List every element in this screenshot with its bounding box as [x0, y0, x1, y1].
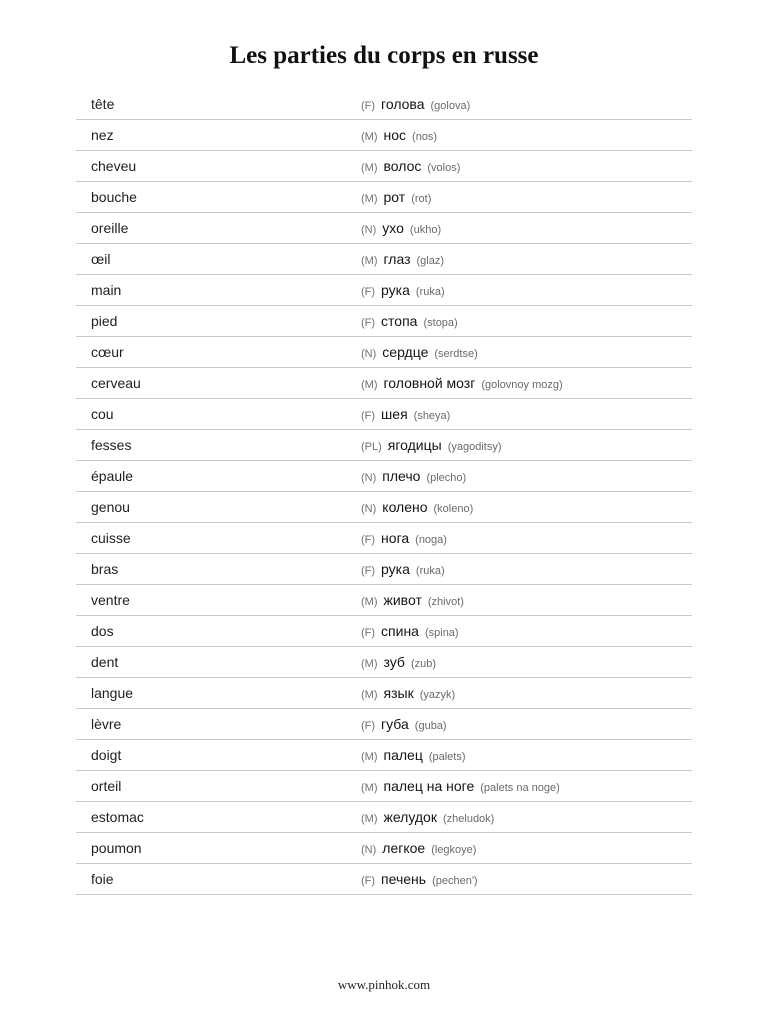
vocab-row — [76, 585, 692, 616]
gender-tag: (M) — [361, 255, 378, 267]
russian-word: палец на ноге — [383, 778, 475, 794]
transliteration: (rot) — [411, 193, 432, 205]
french-word: cerveau — [91, 375, 141, 391]
french-word: foie — [91, 871, 114, 887]
transliteration: (spina) — [424, 627, 459, 639]
transliteration: (zub) — [410, 658, 436, 670]
gender-tag: (F) — [361, 317, 376, 329]
transliteration: (pechen') — [432, 875, 478, 887]
russian-word: печень — [381, 871, 427, 887]
gender-tag: (M) — [361, 131, 378, 143]
vocab-row — [76, 740, 692, 771]
transliteration: (serdtse) — [434, 348, 478, 360]
russian-translation — [361, 778, 560, 796]
vocab-row — [76, 647, 692, 678]
transliteration: (ruka) — [415, 286, 445, 298]
french-word: dent — [91, 654, 119, 670]
french-word: fesses — [91, 437, 132, 453]
transliteration: (koleno) — [433, 503, 474, 515]
russian-translation — [361, 530, 447, 548]
russian-word: нос — [383, 127, 407, 143]
vocab-row — [76, 89, 692, 120]
gender-tag: (M) — [361, 813, 378, 825]
russian-word: спина — [381, 623, 419, 639]
transliteration: (volos) — [427, 162, 461, 174]
vocab-row — [76, 864, 692, 895]
french-word: main — [91, 282, 122, 298]
russian-translation — [361, 158, 460, 176]
transliteration: (palets na noge) — [480, 782, 560, 794]
transliteration: (yagoditsy) — [447, 441, 502, 453]
russian-word: язык — [383, 685, 414, 701]
french-word: œil — [91, 251, 111, 267]
french-word: lèvre — [91, 716, 122, 732]
french-word: poumon — [91, 840, 142, 856]
vocab-row — [76, 337, 692, 368]
transliteration: (legkoye) — [431, 844, 477, 856]
vocab-row — [76, 802, 692, 833]
french-word: cuisse — [91, 530, 131, 546]
vocab-row — [76, 244, 692, 275]
vocab-row — [76, 182, 692, 213]
gender-tag: (N) — [361, 472, 377, 484]
russian-word: рука — [381, 561, 410, 577]
russian-word: сердце — [382, 344, 429, 360]
vocab-row — [76, 523, 692, 554]
transliteration: (zhivot) — [427, 596, 464, 608]
russian-word: стопа — [381, 313, 418, 329]
transliteration: (yazyk) — [419, 689, 456, 701]
french-word: cou — [91, 406, 114, 422]
russian-translation — [361, 282, 445, 300]
gender-tag: (M) — [361, 658, 378, 670]
transliteration: (ruka) — [415, 565, 445, 577]
gender-tag: (M) — [361, 379, 378, 391]
french-word: cœur — [91, 344, 124, 360]
gender-tag: (F) — [361, 534, 376, 546]
transliteration: (sheya) — [413, 410, 451, 422]
russian-translation — [361, 840, 476, 858]
french-word: bouche — [91, 189, 137, 205]
russian-translation — [361, 344, 478, 362]
russian-translation — [361, 499, 473, 517]
russian-translation — [361, 716, 447, 734]
gender-tag: (F) — [361, 565, 376, 577]
gender-tag: (F) — [361, 410, 376, 422]
gender-tag: (M) — [361, 193, 378, 205]
transliteration: (golova) — [430, 100, 471, 112]
russian-word: губа — [381, 716, 409, 732]
gender-tag: (M) — [361, 689, 378, 701]
russian-word: желудок — [383, 809, 437, 825]
russian-word: рот — [383, 189, 406, 205]
vocab-row — [76, 492, 692, 523]
vocab-row — [76, 678, 692, 709]
russian-translation — [361, 623, 459, 641]
russian-translation — [361, 251, 444, 269]
russian-translation — [361, 406, 450, 424]
vocab-row — [76, 399, 692, 430]
russian-word: палец — [383, 747, 423, 763]
russian-translation — [361, 685, 455, 703]
russian-word: головной мозг — [383, 375, 476, 391]
gender-tag: (F) — [361, 286, 376, 298]
vocab-row — [76, 306, 692, 337]
russian-translation — [361, 220, 441, 238]
page-title: Les parties du corps en russe — [229, 42, 539, 69]
russian-translation — [361, 809, 494, 827]
gender-tag: (N) — [361, 844, 377, 856]
russian-translation — [361, 127, 437, 145]
russian-word: рука — [381, 282, 410, 298]
russian-translation — [361, 375, 563, 393]
french-word: dos — [91, 623, 114, 639]
transliteration: (golovnoy mozg) — [481, 379, 563, 391]
vocab-row — [76, 833, 692, 864]
russian-word: глаз — [383, 251, 411, 267]
french-word: bras — [91, 561, 119, 577]
french-word: orteil — [91, 778, 122, 794]
russian-word: голова — [381, 96, 425, 112]
russian-word: волос — [383, 158, 422, 174]
russian-word: ягодицы — [387, 437, 442, 453]
gender-tag: (PL) — [361, 441, 382, 453]
footer-url: www.pinhok.com — [337, 977, 431, 992]
gender-tag: (N) — [361, 348, 377, 360]
vocabulary-list — [76, 89, 692, 895]
french-word: ventre — [91, 592, 130, 608]
transliteration: (palets) — [428, 751, 466, 763]
vocab-row — [76, 368, 692, 399]
russian-word: легкое — [382, 840, 426, 856]
french-word: cheveu — [91, 158, 137, 174]
vocab-row — [76, 461, 692, 492]
russian-word: нога — [381, 530, 410, 546]
transliteration: (nos) — [412, 131, 438, 143]
french-word: tête — [91, 96, 115, 112]
vocab-row — [76, 709, 692, 740]
vocab-row — [76, 151, 692, 182]
russian-word: колено — [382, 499, 428, 515]
russian-translation — [361, 96, 470, 114]
gender-tag: (F) — [361, 100, 376, 112]
russian-word: живот — [383, 592, 422, 608]
transliteration: (glaz) — [416, 255, 445, 267]
transliteration: (noga) — [415, 534, 447, 546]
gender-tag: (M) — [361, 751, 378, 763]
french-word: genou — [91, 499, 130, 515]
russian-word: ухо — [382, 220, 404, 236]
russian-translation — [361, 437, 502, 455]
russian-translation — [361, 871, 478, 889]
transliteration: (guba) — [414, 720, 447, 732]
gender-tag: (M) — [361, 596, 378, 608]
gender-tag: (N) — [361, 224, 377, 236]
russian-word: зуб — [383, 654, 405, 670]
gender-tag: (N) — [361, 503, 377, 515]
transliteration: (stopa) — [423, 317, 458, 329]
french-word: épaule — [91, 468, 134, 484]
russian-word: шея — [381, 406, 408, 422]
gender-tag: (M) — [361, 162, 378, 174]
vocab-row — [76, 771, 692, 802]
gender-tag: (F) — [361, 875, 376, 887]
french-word: nez — [91, 127, 114, 143]
transliteration: (plecho) — [426, 472, 467, 484]
russian-translation — [361, 592, 464, 610]
russian-translation — [361, 747, 466, 765]
russian-translation — [361, 654, 436, 672]
french-word: langue — [91, 685, 134, 701]
russian-translation — [361, 468, 466, 486]
russian-translation — [361, 561, 445, 579]
french-word: pied — [91, 313, 118, 329]
vocab-row — [76, 616, 692, 647]
vocab-row — [76, 430, 692, 461]
vocab-row — [76, 213, 692, 244]
vocab-row — [76, 275, 692, 306]
gender-tag: (F) — [361, 627, 376, 639]
vocab-row — [76, 554, 692, 585]
transliteration: (ukho) — [409, 224, 442, 236]
russian-word: плечо — [382, 468, 421, 484]
vocab-row — [76, 120, 692, 151]
french-word: oreille — [91, 220, 129, 236]
french-word: estomac — [91, 809, 144, 825]
russian-translation — [361, 189, 431, 207]
gender-tag: (F) — [361, 720, 376, 732]
gender-tag: (M) — [361, 782, 378, 794]
russian-translation — [361, 313, 458, 331]
french-word: doigt — [91, 747, 122, 763]
transliteration: (zheludok) — [442, 813, 495, 825]
